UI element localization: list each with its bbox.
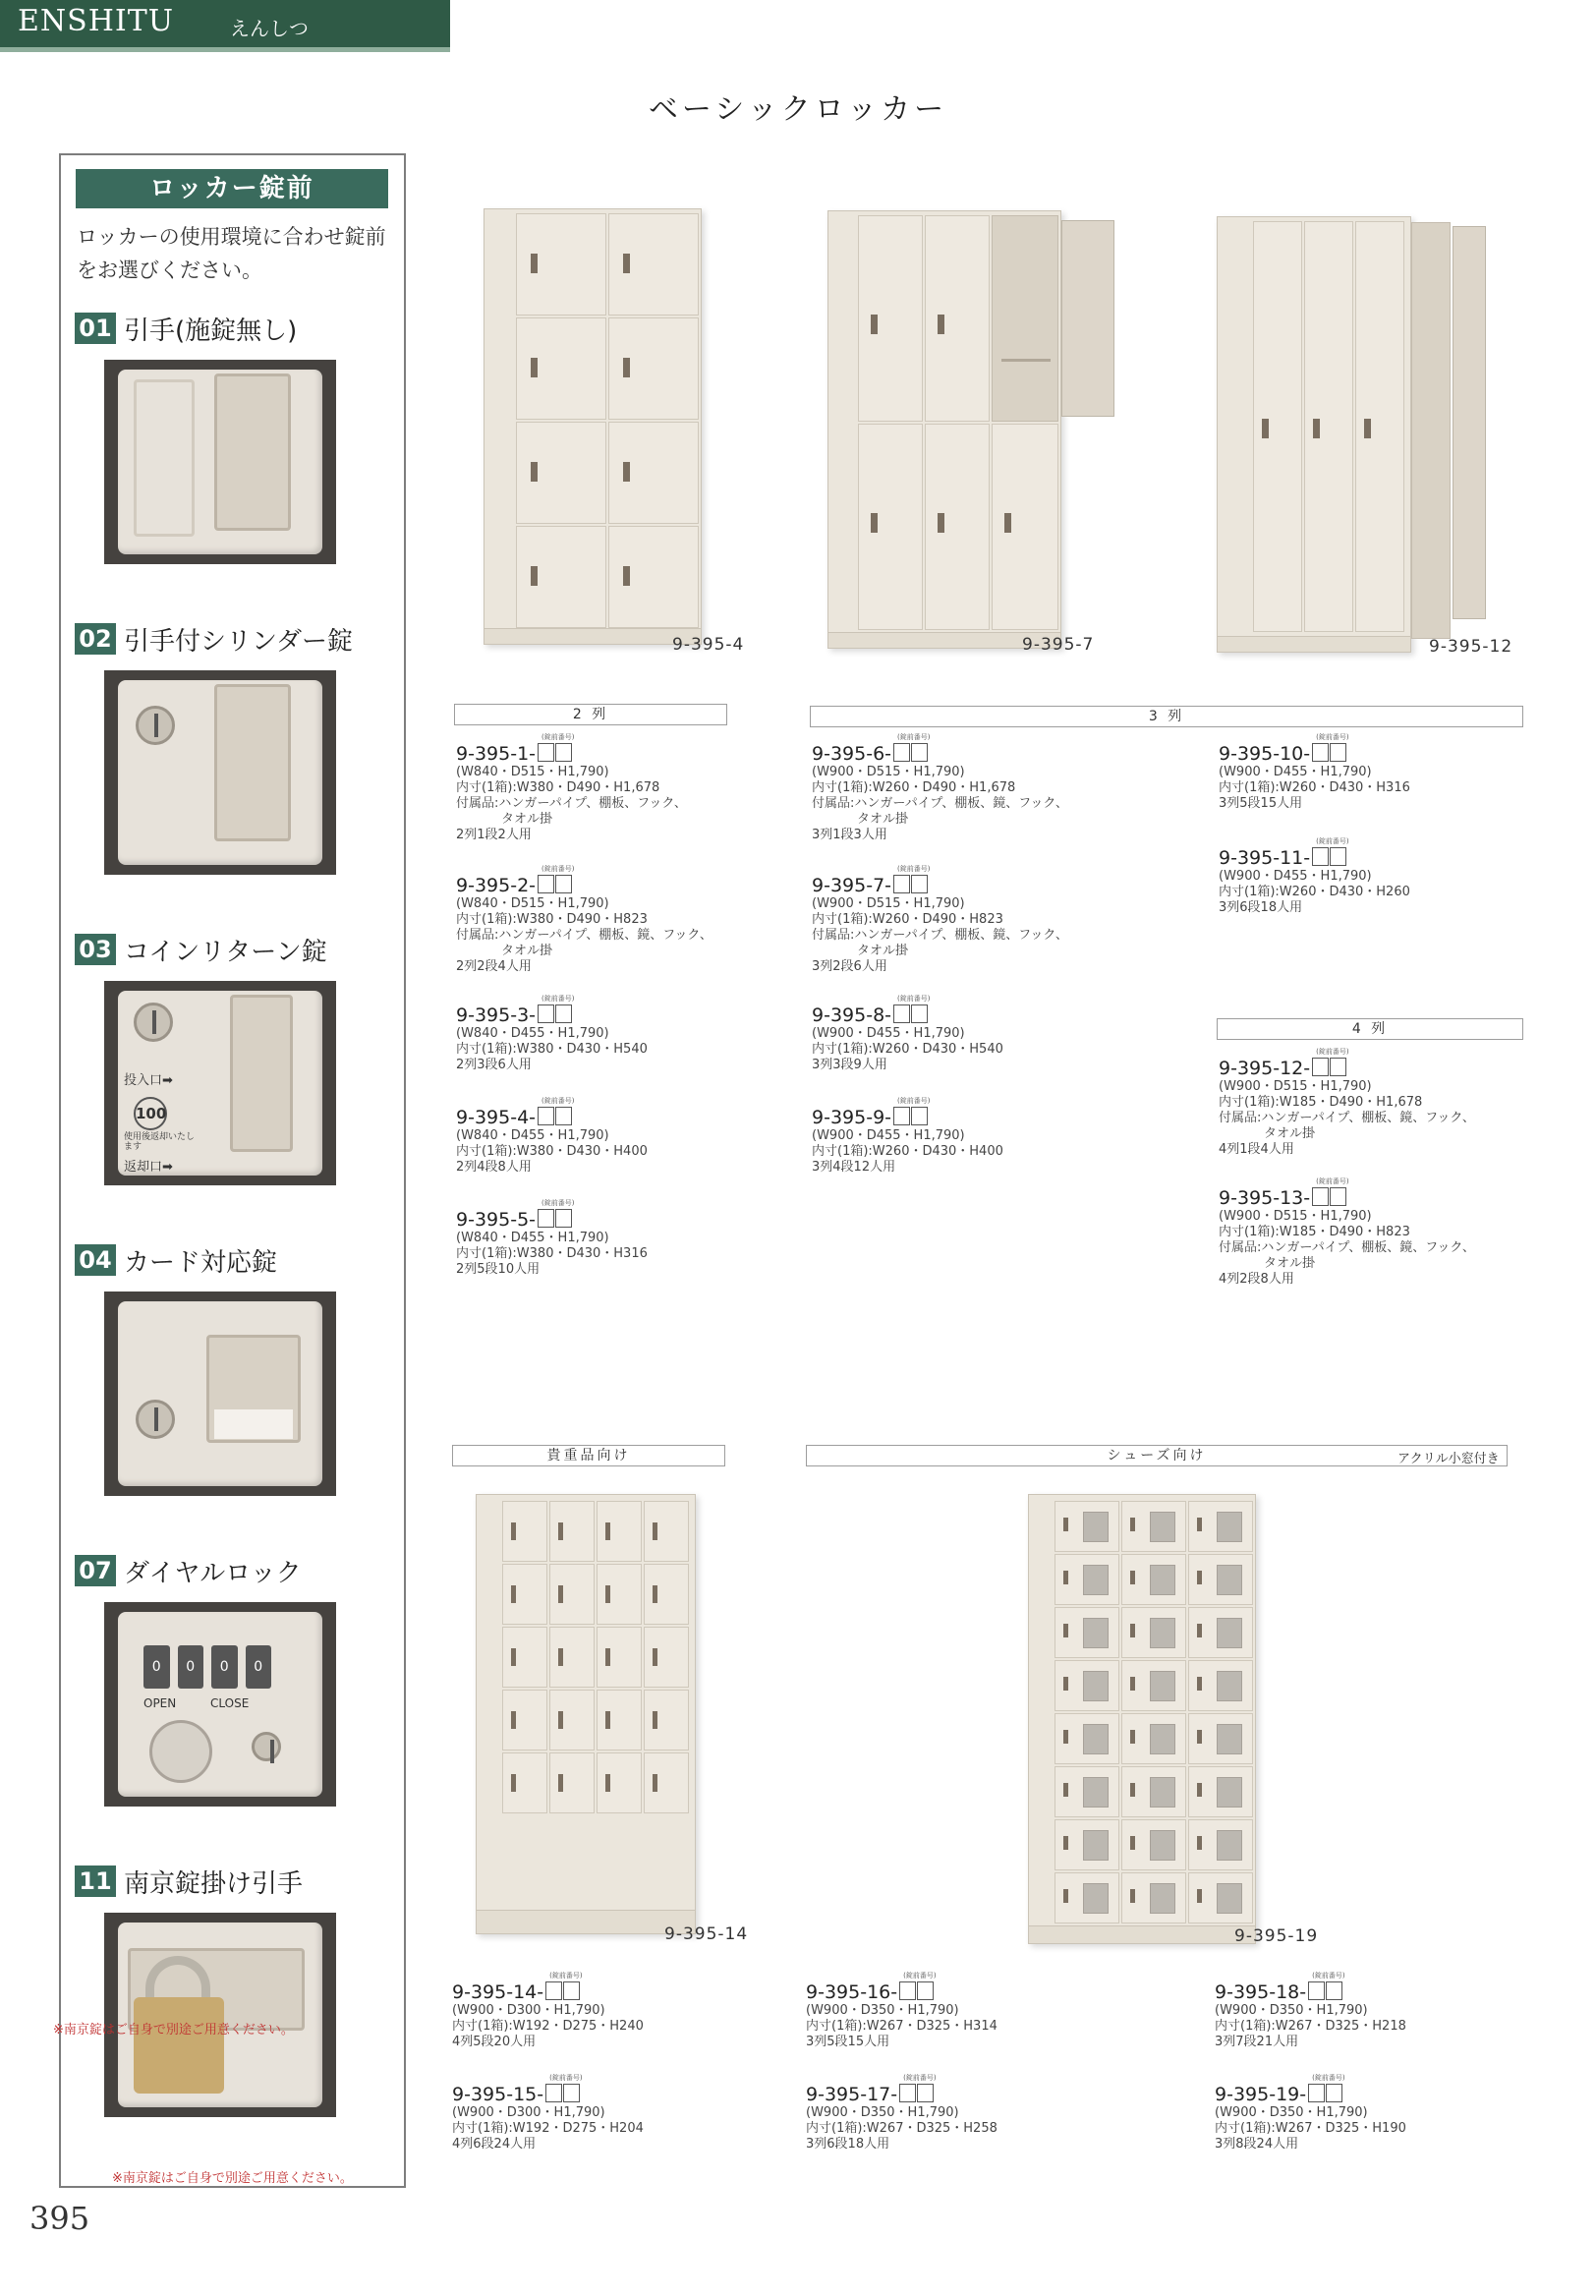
locker-door (549, 1690, 595, 1751)
locker-photo-9-395-19 (1028, 1494, 1256, 1944)
lock-number-boxes: (錠前番号) (899, 1981, 935, 2000)
lock-number: 03 (75, 934, 116, 965)
locker-door (1188, 1501, 1253, 1552)
model-code: 9-395-9- (812, 1107, 892, 1128)
sidebar-title: ロッカー錠前 (76, 169, 388, 208)
locker-door (549, 1752, 595, 1813)
locker-door (502, 1752, 547, 1813)
spec-9-395-17: 9-395-17- (錠前番号) (W900・D350・H1,790) 内寸(1箱):W267・D325・H258 3列6段18人用 (806, 2074, 998, 2152)
sidebar-description: ロッカーの使用環境に合わせ錠前をお選びください。 (77, 225, 386, 282)
lock-number: 04 (75, 1244, 116, 1276)
locker-door (1054, 1607, 1119, 1658)
locker-door (597, 1690, 642, 1751)
spec-9-395-2: 9-395-2- (錠前番号) (W840・D515・H1,790) 内寸(1箱):W380・D490・H823 付属品:ハンガーパイプ、棚板、鏡、フック、 タオル掛 2列2段4人用 (456, 865, 712, 974)
spec-9-395-3: 9-395-3- (錠前番号) (W840・D455・H1,790) 内寸(1箱):W380・D430・H540 2列3段6人用 (456, 995, 648, 1072)
model-code: 9-395-2- (456, 875, 537, 896)
model-code: 9-395-7- (812, 875, 892, 896)
lock-number: 11 (75, 1866, 116, 1897)
photo-label: 9-395-19 (1234, 1926, 1319, 1946)
spec-9-395-4: 9-395-4- (錠前番号) (W840・D455・H1,790) 内寸(1箱):W380・D430・H400 2列4段8人用 (456, 1097, 648, 1175)
locker-door (1054, 1819, 1119, 1870)
model-code: 9-395-8- (812, 1004, 892, 1026)
spec-9-395-12: 9-395-12- (錠前番号) (W900・D515・H1,790) 内寸(1箱):W185・D490・H1,678 付属品:ハンガーパイプ、棚板、鏡、フック、 タオル掛 4列1段4人用 (1219, 1048, 1475, 1157)
lock-number-boxes: (錠前番号) (1308, 2084, 1343, 2102)
locker-door (1188, 1872, 1253, 1923)
brand-rule (0, 47, 450, 52)
page-number: 395 (29, 2200, 90, 2237)
lock-option-04 (75, 1242, 389, 1496)
model-code: 9-395-14- (452, 1981, 544, 2003)
spec-9-395-14: 9-395-14- (錠前番号) (W900・D300・H1,790) 内寸(1箱):W192・D275・H240 4列5段20人用 (452, 1972, 644, 2049)
section-shoes: シューズ向け (806, 1445, 1508, 1466)
locker-door (1054, 1713, 1119, 1764)
lock-option-11 (75, 1864, 389, 2117)
coin-return-notice: 使用後返却いたします (124, 1132, 196, 1152)
model-code: 9-395-4- (456, 1107, 537, 1128)
lock-name: ダイヤルロック (124, 1558, 302, 1588)
lock-name: 引手付シリンダー錠 (124, 626, 353, 657)
padlock-note-text: ※南京錠はご自身で別途ご用意ください。 (112, 2171, 353, 2186)
locker-door (597, 1564, 642, 1625)
open-door (1061, 220, 1114, 417)
section-valuables: 貴重品向け (452, 1445, 725, 1466)
lock-number-boxes: (錠前番号) (893, 1107, 929, 1125)
lock-number-boxes: (錠前番号) (1312, 743, 1347, 762)
locker-door (644, 1564, 689, 1625)
model-code: 9-395-16- (806, 1981, 898, 2003)
card-lock-icon (104, 1292, 336, 1496)
model-code: 9-395-11- (1219, 847, 1311, 869)
locker-door (1188, 1660, 1253, 1711)
model-code: 9-395-12- (1219, 1058, 1311, 1079)
locker-door (549, 1627, 595, 1688)
lock-option-01 (75, 311, 389, 564)
brand-bar (0, 0, 450, 47)
lock-number-boxes: (錠前番号) (538, 1004, 573, 1023)
locker-door (1188, 1713, 1253, 1764)
spec-9-395-13: 9-395-13- (錠前番号) (W900・D515・H1,790) 内寸(1箱):W185・D490・H823 付属品:ハンガーパイプ、棚板、鏡、フック、 タオル掛 4列2段8人用 (1219, 1177, 1475, 1287)
lock-number-boxes: (錠前番号) (1308, 1981, 1343, 2000)
lock-number-boxes: (錠前番号) (538, 1107, 573, 1125)
spec-9-395-10: 9-395-10- (錠前番号) (W900・D455・H1,790) 内寸(1箱):W260・D430・H316 3列5段15人用 (1219, 733, 1410, 811)
model-code: 9-395-15- (452, 2084, 544, 2105)
model-code: 9-395-19- (1215, 2084, 1307, 2105)
spec-9-395-7: 9-395-7- (錠前番号) (W900・D515・H1,790) 内寸(1箱):W260・D490・H823 付属品:ハンガーパイプ、棚板、鏡、フック、 タオル掛 3列2段6人用 (812, 865, 1068, 974)
cylinder-lock-icon (104, 670, 336, 875)
lock-number-boxes: (錠前番号) (538, 1209, 573, 1228)
photo-label: 9-395-14 (664, 1924, 749, 1944)
lock-number: 01 (75, 313, 116, 344)
close-label: CLOSE (210, 1696, 250, 1710)
photo-label: 9-395-4 (672, 635, 745, 655)
spec-9-395-18: 9-395-18- (錠前番号) (W900・D350・H1,790) 内寸(1箱):W267・D325・H218 3列7段21人用 (1215, 1972, 1406, 2049)
lock-number-boxes: (錠前番号) (1312, 1058, 1347, 1076)
spec-9-395-6: 9-395-6- (錠前番号) (W900・D515・H1,790) 内寸(1箱):W260・D490・H1,678 付属品:ハンガーパイプ、棚板、鏡、フック、 タオル掛 3列1段3人用 (812, 733, 1068, 842)
model-code: 9-395-1- (456, 743, 537, 765)
lock-name: 引手(施錠無し) (124, 316, 298, 346)
pull-handle-icon (104, 360, 336, 564)
locker-photo-9-395-14 (476, 1494, 696, 1934)
lock-number: 07 (75, 1555, 116, 1586)
lock-number-boxes: (錠前番号) (1312, 1187, 1347, 1206)
lock-name: カード対応錠 (124, 1247, 278, 1278)
coin-return-label: 返却口➡ (124, 1160, 173, 1175)
acrylic-window-note: アクリル小窓付き (1397, 1452, 1500, 1466)
lock-options-sidebar (53, 153, 406, 2188)
locker-photo-9-395-4 (484, 208, 702, 645)
spec-9-395-9: 9-395-9- (錠前番号) (W900・D455・H1,790) 内寸(1箱):W260・D430・H400 3列4段12人用 (812, 1097, 1003, 1175)
photo-label: 9-395-12 (1429, 637, 1513, 657)
lock-number-boxes: (錠前番号) (545, 1981, 581, 2000)
coin-insert-label: 投入口➡ (124, 1073, 173, 1088)
spec-9-395-11: 9-395-11- (錠前番号) (W900・D455・H1,790) 内寸(1箱):W260・D430・H260 3列6段18人用 (1219, 837, 1410, 915)
locker-door (1054, 1501, 1119, 1552)
spec-9-395-19: 9-395-19- (錠前番号) (W900・D350・H1,790) 内寸(1箱):W267・D325・H190 3列8段24人用 (1215, 2074, 1406, 2152)
brand-name: ENSHITU (18, 4, 175, 38)
locker-door (1121, 1607, 1186, 1658)
section-2-columns: 2 列 (454, 704, 727, 725)
locker-door (1054, 1660, 1119, 1711)
model-code: 9-395-3- (456, 1004, 537, 1026)
locker-door (549, 1564, 595, 1625)
locker-door (502, 1501, 547, 1562)
spec-9-395-15: 9-395-15- (錠前番号) (W900・D300・H1,790) 内寸(1箱):W192・D275・H204 4列6段24人用 (452, 2074, 644, 2152)
model-code: 9-395-10- (1219, 743, 1311, 765)
locker-door (1054, 1872, 1119, 1923)
locker-door (1121, 1713, 1186, 1764)
model-code: 9-395-17- (806, 2084, 898, 2105)
coin-value-label: 100 (134, 1097, 167, 1130)
open-door (1453, 226, 1486, 619)
model-code: 9-395-18- (1215, 1981, 1307, 2003)
model-code: 9-395-13- (1219, 1187, 1311, 1209)
model-code: 9-395-6- (812, 743, 892, 765)
locker-door (644, 1627, 689, 1688)
open-compartment (1411, 222, 1451, 639)
locker-door (1121, 1554, 1186, 1605)
locker-door (1121, 1819, 1186, 1870)
spec-9-395-5: 9-395-5- (錠前番号) (W840・D455・H1,790) 内寸(1箱):W380・D430・H316 2列5段10人用 (456, 1199, 648, 1277)
locker-door (1121, 1766, 1186, 1817)
lock-option-07 (75, 1553, 389, 1807)
lock-number-boxes: (錠前番号) (893, 1004, 929, 1023)
locker-door (1121, 1872, 1186, 1923)
lock-number-boxes: (錠前番号) (899, 2084, 935, 2102)
padlock-icon (104, 1913, 336, 2117)
model-code: 9-395-5- (456, 1209, 537, 1231)
locker-photo-9-395-7 (827, 210, 1061, 649)
locker-door (1054, 1766, 1119, 1817)
lock-number-boxes: (錠前番号) (893, 875, 929, 893)
section-3-columns: 3 列 (810, 706, 1523, 727)
locker-door (644, 1501, 689, 1562)
brand-kana: えんしつ (230, 17, 309, 40)
locker-door (644, 1752, 689, 1813)
open-label: OPEN (143, 1696, 177, 1710)
page-title: ベーシックロッカー (648, 92, 948, 127)
lock-name: コインリターン錠 (124, 937, 327, 967)
locker-door (502, 1627, 547, 1688)
padlock-note: ※南京錠はご自身で別途ご用意ください。 (53, 2023, 294, 2038)
locker-door (1188, 1819, 1253, 1870)
coin-return-lock-icon (104, 981, 336, 1185)
locker-door (502, 1564, 547, 1625)
locker-door (597, 1752, 642, 1813)
spec-9-395-16: 9-395-16- (錠前番号) (W900・D350・H1,790) 内寸(1箱):W267・D325・H314 3列5段15人用 (806, 1972, 998, 2049)
locker-door (1121, 1501, 1186, 1552)
locker-door (502, 1690, 547, 1751)
locker-photo-9-395-12 (1217, 216, 1411, 653)
spec-9-395-1: 9-395-1- (錠前番号) (W840・D515・H1,790) 内寸(1箱):W380・D490・H1,678 付属品:ハンガーパイプ、棚板、フック、 タオル掛 2列1段2人用 (456, 733, 687, 842)
photo-label: 9-395-7 (1022, 635, 1095, 655)
lock-number-boxes: (錠前番号) (538, 875, 573, 893)
locker-door (1188, 1554, 1253, 1605)
lock-number-boxes: (錠前番号) (545, 2084, 581, 2102)
locker-door (1188, 1766, 1253, 1817)
section-4-columns: 4 列 (1217, 1018, 1523, 1040)
lock-option-02 (75, 621, 389, 875)
spec-9-395-8: 9-395-8- (錠前番号) (W900・D455・H1,790) 内寸(1箱):W260・D430・H540 3列3段9人用 (812, 995, 1003, 1072)
locker-door (1188, 1607, 1253, 1658)
locker-door (1054, 1554, 1119, 1605)
lock-option-03 (75, 932, 389, 1185)
lock-number: 02 (75, 623, 116, 655)
locker-door (597, 1627, 642, 1688)
lock-number-boxes: (錠前番号) (1312, 847, 1347, 866)
lock-number-boxes: (錠前番号) (538, 743, 573, 762)
lock-number-boxes: (錠前番号) (893, 743, 929, 762)
locker-door (644, 1690, 689, 1751)
lock-name: 南京錠掛け引手 (124, 1868, 304, 1899)
locker-door (549, 1501, 595, 1562)
dial-lock-icon: 0 0 0 0 OPEN CLOSE (104, 1602, 336, 1807)
locker-door (597, 1501, 642, 1562)
locker-door (1121, 1660, 1186, 1711)
